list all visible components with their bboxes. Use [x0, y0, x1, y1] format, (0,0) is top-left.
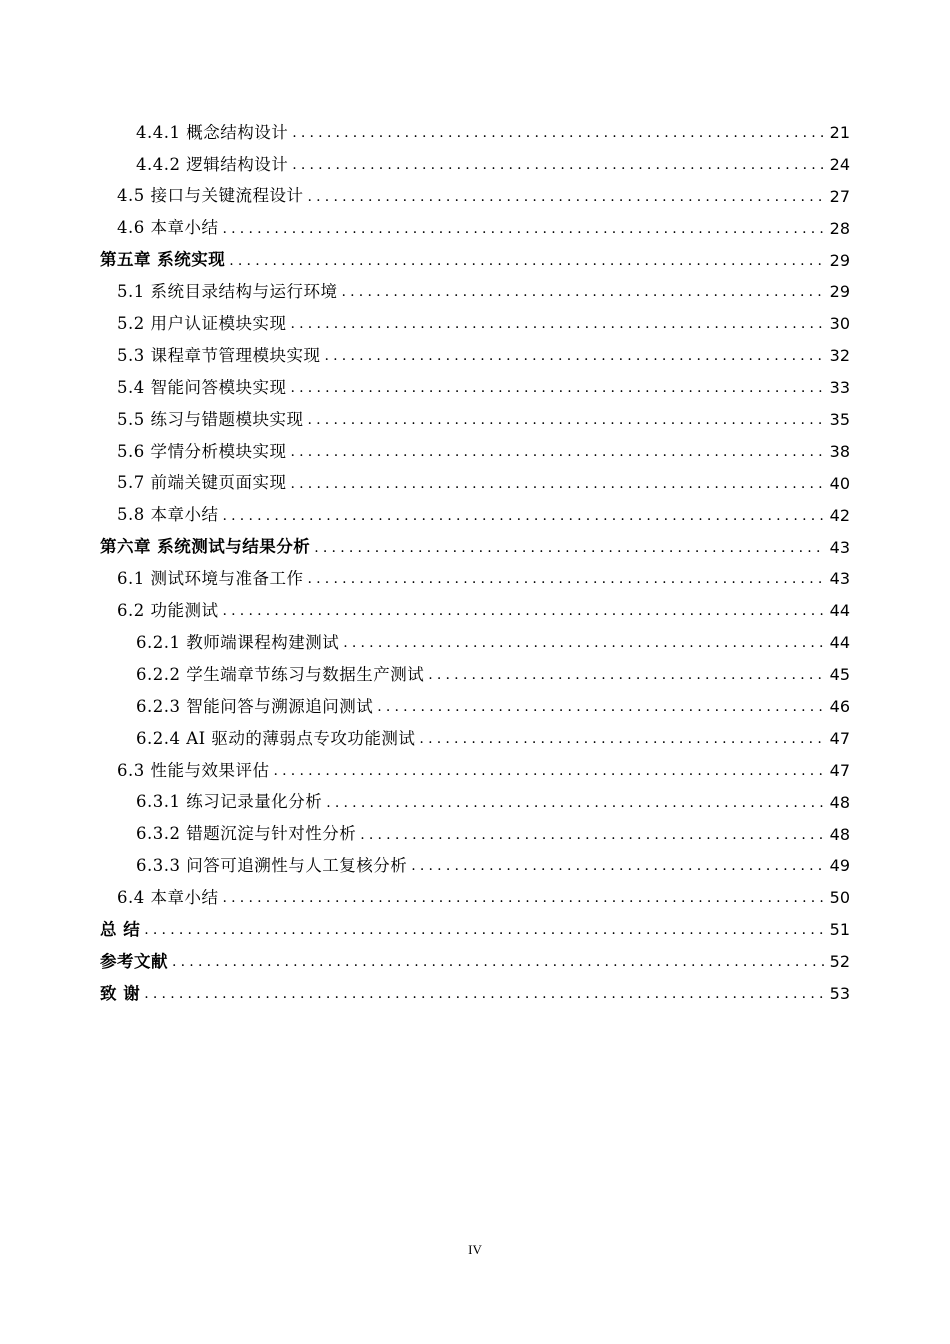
- toc-dot-leader: [360, 828, 823, 842]
- toc-entry-page: 50: [829, 888, 850, 908]
- toc-dot-leader: [343, 636, 823, 650]
- toc-dot-leader: [308, 413, 824, 427]
- toc-dot-leader: [291, 317, 824, 331]
- toc-dot-leader: [411, 859, 823, 873]
- toc-entry[interactable]: [0, 372, 950, 404]
- toc-entry-page: 29: [829, 282, 850, 302]
- toc-entry[interactable]: [0, 468, 950, 500]
- toc-dot-leader: [377, 700, 823, 714]
- toc-dot-leader: [292, 158, 823, 172]
- toc-entry[interactable]: [0, 946, 950, 978]
- toc-entry-page: 43: [829, 569, 850, 589]
- toc-entry-page: 44: [829, 633, 850, 653]
- toc-entry-page: 52: [829, 952, 850, 972]
- toc-entry[interactable]: [0, 404, 950, 436]
- toc-entry-page: 47: [829, 728, 850, 748]
- toc-dot-leader: [308, 190, 824, 204]
- toc-entry-title: 4.6 本章小结: [117, 218, 219, 238]
- toc-entry-page: 32: [829, 346, 850, 366]
- toc-entry[interactable]: [0, 213, 950, 245]
- toc-dot-leader: [291, 445, 824, 459]
- toc-entry[interactable]: [0, 308, 950, 340]
- toc-entry[interactable]: [0, 340, 950, 372]
- toc-entry-page: 28: [829, 218, 850, 238]
- toc-entry-title: 5.8 本章小结: [117, 505, 219, 525]
- toc-dot-leader: [428, 668, 823, 682]
- toc-entry[interactable]: [0, 627, 950, 659]
- toc-dot-leader: [223, 604, 824, 618]
- toc-entry-title: 5.6 学情分析模块实现: [117, 441, 287, 461]
- toc-entry-page: 38: [829, 441, 850, 461]
- toc-entry[interactable]: [0, 149, 950, 181]
- toc-entry-title: 5.2 用户认证模块实现: [117, 314, 287, 334]
- toc-entry-page: 27: [829, 186, 850, 206]
- page-number: IV: [468, 1242, 482, 1257]
- toc-entry-title: 4.4.1 概念结构设计: [136, 122, 289, 142]
- toc-entry[interactable]: [0, 850, 950, 882]
- toc-entry-title: 6.3.3 问答可追溯性与人工复核分析: [136, 856, 408, 876]
- toc-dot-leader: [229, 254, 823, 268]
- toc-entry-page: 44: [829, 601, 850, 621]
- toc-entry-page: 47: [829, 760, 850, 780]
- toc-entry-page: 46: [829, 696, 850, 716]
- toc-entry-title: 第五章 系统实现: [100, 250, 226, 270]
- toc-entry[interactable]: [0, 563, 950, 595]
- toc-entry-title: 6.4 本章小结: [117, 888, 219, 908]
- toc-dot-leader: [419, 732, 823, 746]
- toc-entry-title: 参考文献: [100, 951, 168, 971]
- toc-entry[interactable]: [0, 723, 950, 755]
- toc-entry-title: 6.2.4 AI 驱动的薄弱点专攻功能测试: [136, 728, 416, 748]
- toc-entry-page: 45: [829, 665, 850, 685]
- toc-entry-title: 6.2.2 学生端章节练习与数据生产测试: [136, 664, 425, 684]
- toc-entry-title: 5.7 前端关键页面实现: [117, 473, 287, 493]
- toc-entry-page: 43: [829, 537, 850, 557]
- toc-entry[interactable]: [0, 978, 950, 1010]
- toc-entry-page: 53: [829, 983, 850, 1003]
- toc-entry-page: 49: [829, 856, 850, 876]
- toc-dot-leader: [292, 126, 823, 140]
- toc-dot-leader: [223, 891, 824, 905]
- toc-entry-title: 4.4.2 逻辑结构设计: [136, 154, 289, 174]
- toc-dot-leader: [291, 381, 824, 395]
- toc-entry-title: 5.4 智能问答模块实现: [117, 377, 287, 397]
- toc-entry[interactable]: [0, 181, 950, 213]
- toc-entry-title: 第六章 系统测试与结果分析: [100, 537, 311, 557]
- toc-dot-leader: [172, 955, 824, 969]
- toc-entry[interactable]: [0, 276, 950, 308]
- toc-entry-title: 5.3 课程章节管理模块实现: [117, 345, 321, 365]
- table-of-contents: [0, 117, 950, 1010]
- toc-entry-page: 24: [829, 154, 850, 174]
- toc-entry-page: 48: [829, 792, 850, 812]
- toc-entry-page: 29: [829, 250, 850, 270]
- toc-entry[interactable]: [0, 245, 950, 277]
- toc-dot-leader: [325, 349, 824, 363]
- toc-entry[interactable]: [0, 819, 950, 851]
- toc-entry-title: 总 结: [100, 919, 141, 939]
- toc-entry-page: 30: [829, 314, 850, 334]
- toc-entry[interactable]: [0, 532, 950, 564]
- toc-entry[interactable]: [0, 914, 950, 946]
- toc-dot-leader: [223, 222, 824, 236]
- toc-entry-title: 6.1 测试环境与准备工作: [117, 569, 304, 589]
- toc-entry[interactable]: [0, 691, 950, 723]
- toc-entry-title: 6.2.3 智能问答与溯源追问测试: [136, 696, 374, 716]
- toc-entry[interactable]: [0, 500, 950, 532]
- toc-dot-leader: [144, 923, 823, 937]
- toc-entry-page: 33: [829, 378, 850, 398]
- toc-entry-page: 40: [829, 473, 850, 493]
- toc-entry-page: 35: [829, 409, 850, 429]
- toc-dot-leader: [274, 764, 824, 778]
- toc-dot-leader: [308, 572, 824, 586]
- toc-dot-leader: [326, 796, 823, 810]
- toc-entry-page: 21: [829, 122, 850, 142]
- toc-entry[interactable]: [0, 787, 950, 819]
- toc-dot-leader: [291, 477, 824, 491]
- toc-entry-title: 6.2.1 教师端课程构建测试: [136, 632, 340, 652]
- toc-entry-page: 48: [829, 824, 850, 844]
- toc-dot-leader: [342, 285, 824, 299]
- toc-entry-page: 51: [829, 920, 850, 940]
- toc-entry[interactable]: [0, 117, 950, 149]
- toc-entry[interactable]: [0, 882, 950, 914]
- toc-entry-title: 6.3.2 错题沉淀与针对性分析: [136, 824, 357, 844]
- toc-entry-title: 6.3 性能与效果评估: [117, 760, 270, 780]
- toc-entry-title: 6.3.1 练习记录量化分析: [136, 792, 323, 812]
- toc-entry-title: 4.5 接口与关键流程设计: [117, 186, 304, 206]
- toc-entry-title: 5.1 系统目录结构与运行环境: [117, 282, 338, 302]
- toc-entry[interactable]: [0, 659, 950, 691]
- toc-entry-title: 5.5 练习与错题模块实现: [117, 409, 304, 429]
- toc-dot-leader: [144, 987, 823, 1001]
- toc-entry-title: 致 谢: [100, 983, 141, 1003]
- toc-dot-leader: [223, 509, 824, 523]
- toc-dot-leader: [314, 541, 823, 555]
- toc-entry-page: 42: [829, 505, 850, 525]
- toc-entry[interactable]: [0, 595, 950, 627]
- toc-entry-title: 6.2 功能测试: [117, 601, 219, 621]
- toc-entry[interactable]: [0, 755, 950, 787]
- toc-entry[interactable]: [0, 436, 950, 468]
